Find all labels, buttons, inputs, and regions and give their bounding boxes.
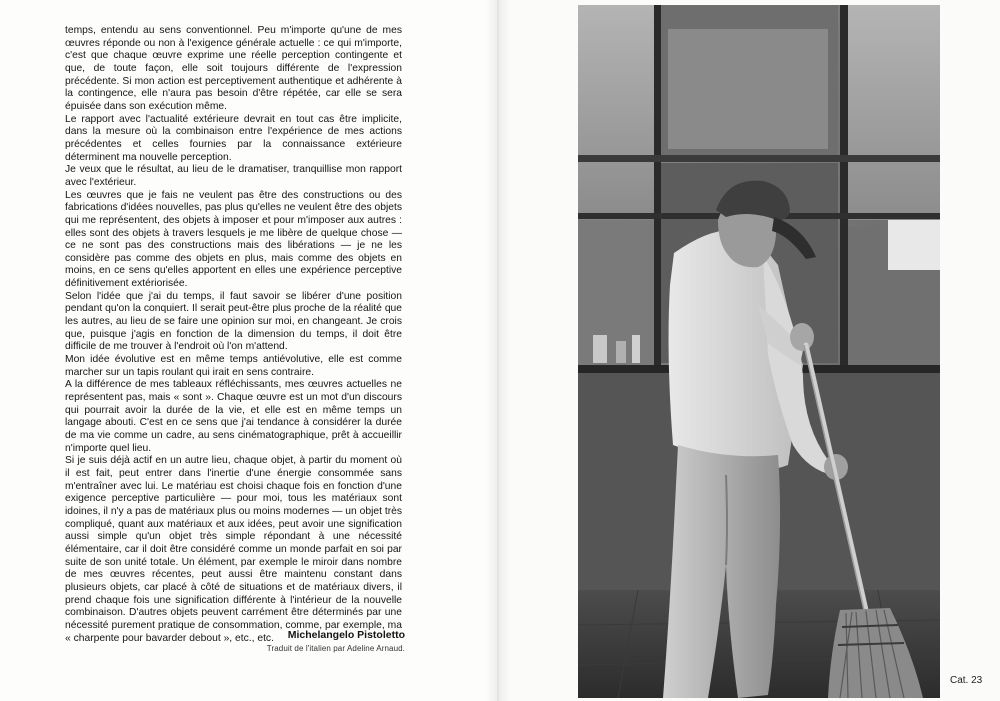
translator-note: Traduit de l'italien par Adeline Arnaud. <box>266 644 405 653</box>
man-sweeping-photo <box>578 5 940 698</box>
paragraph: Mon idée évolutive est en même temps antiévolutive, elle est comme marcher sur un tapis roulant qui irait en sens contraire. <box>65 354 402 378</box>
paragraph: Selon l'idée que j'ai du temps, il faut savoir se libérer d'une position pendant qu'on la conquiert. Il serait peut-être plus proche de la réalité que les autres, au lieu de se faire une opinion sur moi, en changeant. Je crois que, puisque j'agis en fonction de la dimension du temps, il doit être difficile de me trouver à l'endroit où l'on m'attend. <box>65 290 402 353</box>
paragraph: Si je suis déjà actif en un autre lieu, chaque objet, à partir du moment où il est fait, peut entrer dans l'inertie d'une énergie consommée sans m'entraîner avec lui. Le matériau est choisi chaque fois en fonction d'une exigence perceptive particulière — pour moi, tous les matériaux sont idoines, il n'y a pas de matériaux plus ou moins modernes — un objet très compliqué, quant aux matériaux et aux idées, peut avoir une signification aussi simple qu'un objet très simple répondant à une nécessité élémentaire, car il doit être considéré comme un monde parfait en soi par suite de son unité totale. Un élément, par exemple le miroir dans nombre de mes œuvres récentes, peut aussi être maintenu constant dans plusieurs objets, car placé à côté de situations et de matériaux divers, il prend chaque fois une signification différente à l'intérieur de la nouvelle combinaison. D'autres objets peuvent carrément être déterminés par une nécessité purement pratique de consommation, comme, par exemple, ma « charpente pour bavarder debout », etc., etc. <box>65 455 402 644</box>
paragraph: A la différence de mes tableaux réfléchissants, mes œuvres actuelles ne représentent pas, mais « sont ». Chaque œuvre est un mot d'un discours qui pourrait avoir la durée de la vie, et elle est en même temps un langage abouti. C'est en ce sens que j'ai tendance à considérer la durée de ma vie comme un cadre, au sens cinématographique, prêt à accueillir n'importe quel lieu. <box>65 379 402 454</box>
paragraph: Je veux que le résultat, au lieu de le dramatiser, tranquillise mon rapport avec l'extérieur. <box>65 164 402 188</box>
signature-block <box>205 629 405 653</box>
paragraph: temps, entendu au sens conventionnel. Peu m'importe qu'une de mes œuvres réponde ou non à l'exigence générale actuelle : ce qui m'importe, c'est que chaque œuvre exprime une réelle perception contingente et que, de toute façon, elle soit toujours différente de l'expression précédente. Si mon action est perceptivement authentique et adhérente à la contingence, elle n'aura pas besoin d'être répétée, car elle se sera épuisée dans son exécution même. <box>65 25 402 112</box>
photograph <box>578 5 940 698</box>
catalog-number: Cat. 23 <box>950 675 983 686</box>
author-name: Michelangelo Pistoletto <box>287 629 405 641</box>
paragraph: Les œuvres que je fais ne veulent pas être des constructions ou des fabrications d'idées nouvelles, pas plus qu'elles ne veulent être des objets qui me représentent, des objets à imposer et pour m'imposer aux autres : elles sont des objets à travers lesquels je me libère de quelque chose — ce ne sont pas des constructions mais des libérations — je ne les considère pas comme des objets en plus, mais comme des objets en moins, en ce sens qu'elles apportent en elles une expérience perceptive définitivement extériorisée. <box>65 189 402 290</box>
paragraph: Le rapport avec l'actualité extérieure devrait en tout cas être implicite, dans la mesure où la combinaison entre l'expérience de mes actions précédentes et celles fournies par la connaissance extérieure déterminent ma nouvelle perception. <box>65 113 402 163</box>
essay-text <box>65 25 402 645</box>
page-gutter <box>486 0 510 701</box>
